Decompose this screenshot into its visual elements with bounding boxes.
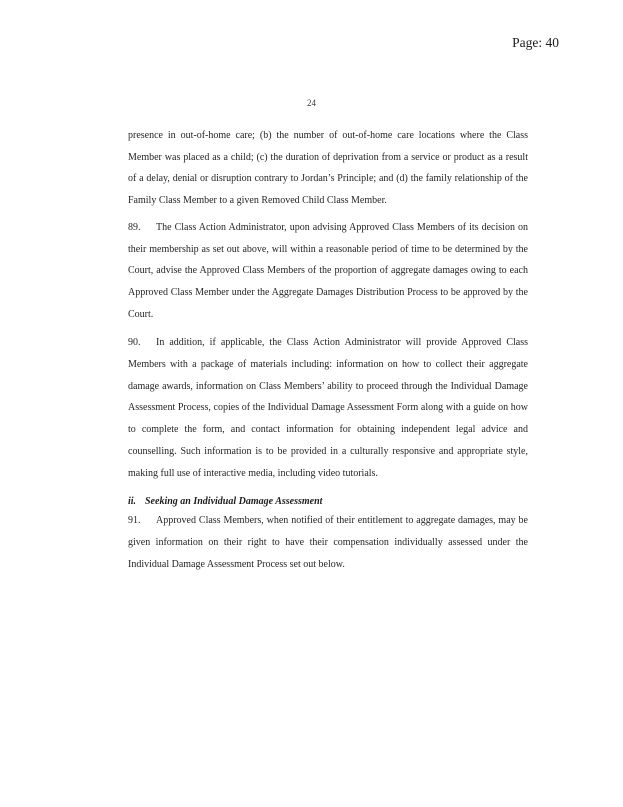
page-annotation-label: Page: 40 [512,35,559,50]
paragraph-91-number: 91. [128,515,141,527]
paragraph-89-text: The Class Action Administrator, upon advising Approved Class Members of its decision on their membership as set out above, will within a reasonable period of time to be determined by the Court, advise the Approved Class Members of the proportion of aggregate damages owing to each Approved Class Member under the Aggregate Damages Distribution Process to be approved by the Court. [128,221,528,320]
document-body [128,125,528,575]
paragraph-continuation: presence in out-of-home care; (b) the number of out-of-home care locations where the Class Member was placed as a child; (c) the duration of deprivation from a service or product as a result of a delay, denial or disruption contrary to Jordan’s Principle; and (d) the family relationship of the Family Class Member to a given Removed Child Class Member. [128,130,528,207]
subheading-individual-damage-assessment [128,493,528,510]
subheading-text: Seeking an Individual Damage Assessment [145,496,323,508]
paragraph-90-number: 90. [128,337,141,349]
paragraph-89-number: 89. [128,221,141,233]
paragraph-90-text: In addition, if applicable, the Class Action Administrator will provide Approved Class Members with a package of materials including: information on how to collect their aggregate damage awards, information on Class Members’ ability to proceed through the Individual Damage Assessment Process, copies of the Individual Damage Assessment Form along with a guide on how to complete the form, and contact information for obtaining independent legal advice and counselling. Such information is to be provided in a culturally responsive and appropriate style, making full use of interactive media, including video tutorials. [128,337,528,479]
document-page-number: 24 [307,98,316,108]
paragraph-90 [128,332,528,484]
paragraph-91 [128,510,528,575]
paragraph-91-text: Approved Class Members, when notified of their entitlement to aggregate damages, may be given information on their right to have their compensation individually assessed under the Individual Damage Assessment Process set out below. [128,515,528,570]
subheading-marker: ii. [128,496,137,508]
paragraph-89 [128,217,528,326]
